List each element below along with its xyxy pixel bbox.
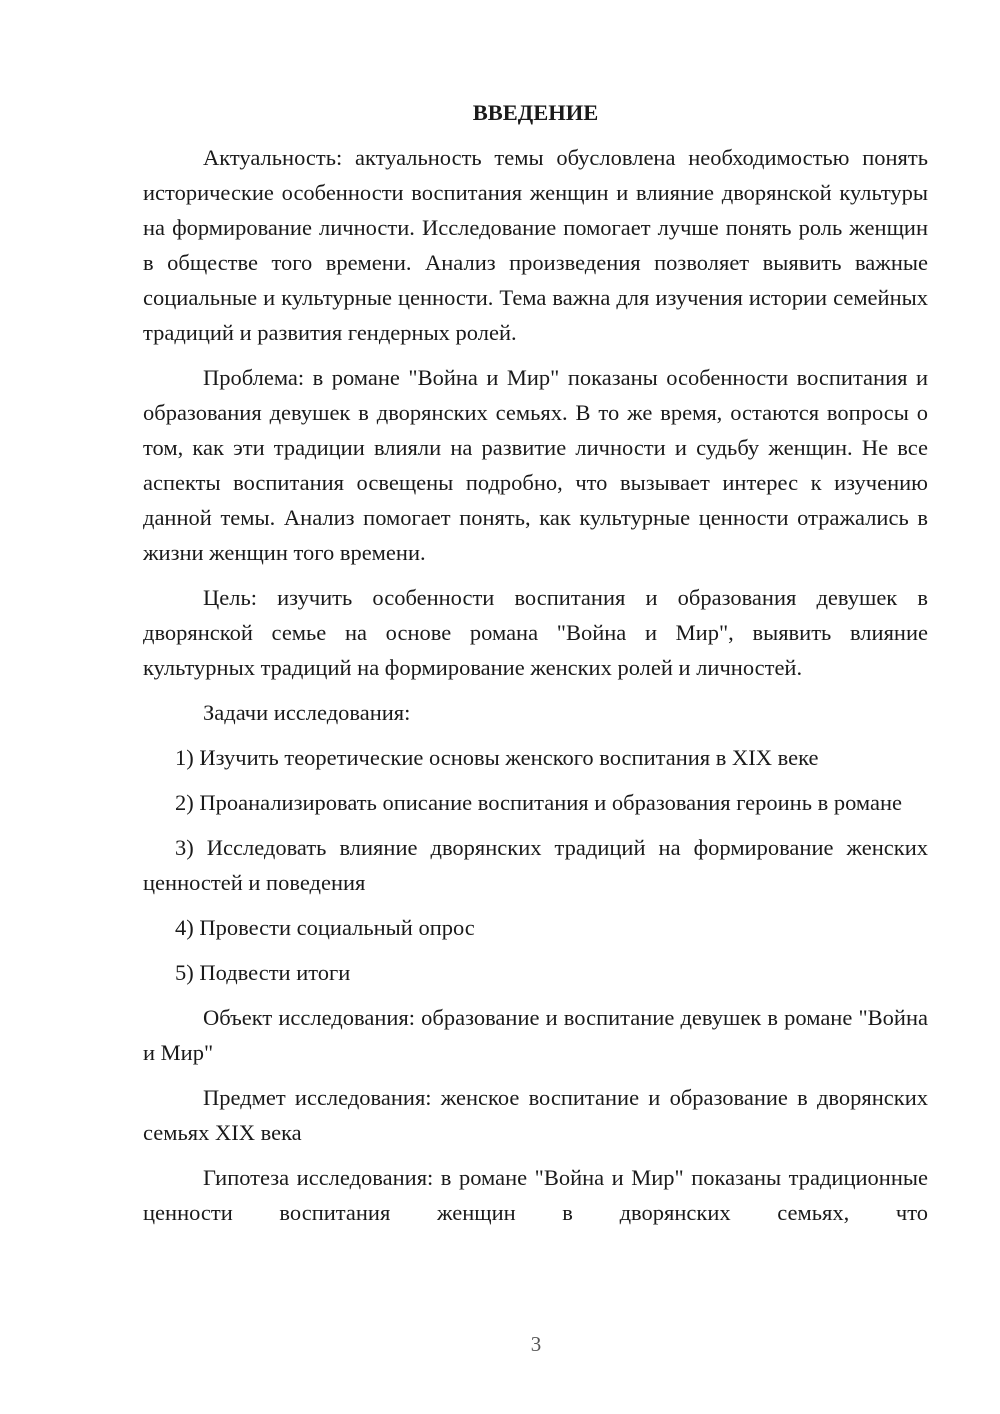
page-number: 3: [530, 1332, 542, 1356]
task-item-5: 5) Подвести итоги: [175, 960, 351, 985]
task-item-1: 1) Изучить теоретические основы женского воспитания в XIX веке: [175, 745, 819, 770]
relevance-paragraph: Актуальность: актуальность темы обусловлена необходимостью понять исторические особенности воспитания женщин и влияние дворянской культуры на формирование личности. Исследование помогает лучше понять роль женщин в обществе того времени. Анализ произведения позволяет выявить важные социальные и культурные ценности. Тема важна для изучения истории семейных традиций и развития гендерных ролей.: [143, 145, 928, 345]
subject-paragraph: Предмет исследования: женское воспитание и образование в дворянских семьях XIX века: [143, 1085, 928, 1145]
section-heading: ВВЕДЕНИЕ: [472, 100, 599, 125]
object-paragraph: Объект исследования: образование и воспитание девушек в романе "Война и Мир": [143, 1005, 928, 1065]
problem-paragraph: Проблема: в романе "Война и Мир" показаны особенности воспитания и образования девушек в дворянских семьях. В то же время, остаются вопросы о том, как эти традиции влияли на развитие личности и судьбу женщин. Не все аспекты воспитания освещены подробно, что вызывает интерес к изучению данной темы. Анализ помогает понять, как культурные ценности отражались в жизни женщин того времени.: [143, 365, 928, 565]
goal-paragraph: Цель: изучить особенности воспитания и образования девушек в дворянской семье на основе романа "Война и Мир", выявить влияние культурных традиций на формирование женских ролей и личностей.: [143, 585, 928, 680]
task-item-2: 2) Проанализировать описание воспитания и образования героинь в романе: [175, 790, 903, 815]
tasks-title: Задачи исследования:: [203, 700, 411, 725]
task-item-4: 4) Провести социальный опрос: [175, 915, 475, 940]
document-page: [143, 95, 928, 1240]
task-item-3: 3) Исследовать влияние дворянских традиций на формирование женских ценностей и поведения: [143, 835, 928, 895]
hypothesis-paragraph: Гипотеза исследования: в романе "Война и Мир" показаны традиционные ценности воспитания женщин в дворянских семьях, что: [143, 1165, 928, 1225]
